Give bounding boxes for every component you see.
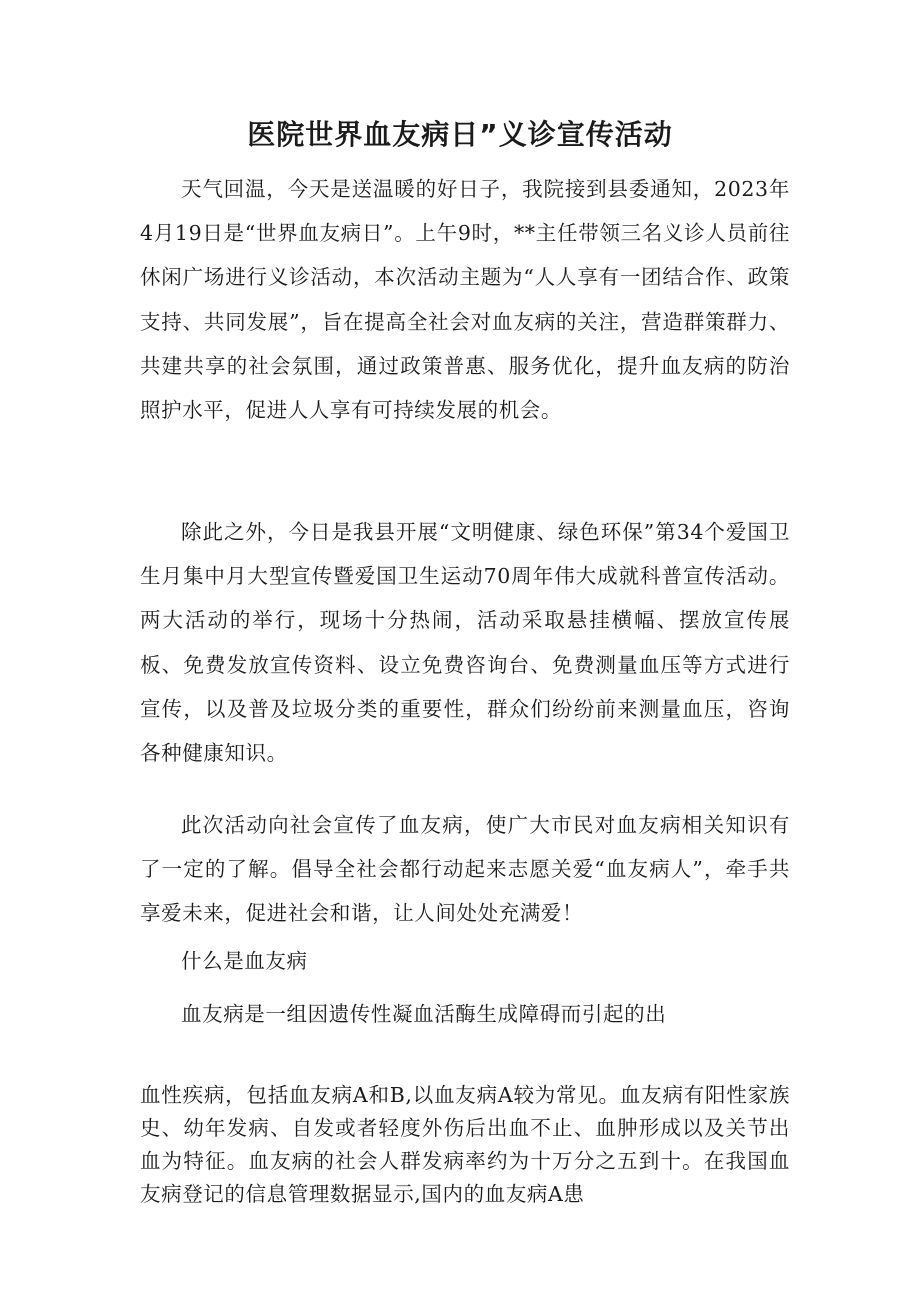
paragraph-conclusion: 此次活动向社会宣传了血友病，使广大市民对血友病相关知识有了一定的了解。倡导全社会都行动起来志愿关爱“血友病人”，牵手共享爱未来，促进社会和谐，让人间处处充满爱！ xyxy=(140,813,790,926)
document-title: 医院世界血友病日”义诊宣传活动 xyxy=(247,118,673,151)
section-intro: 血友病是一组因遗传性凝血活酶生成障碍而引起的出 xyxy=(181,1002,667,1026)
section-body: 血性疾病，包括血友病A和B,以血友病A较为常见。血友病有阳性家族史、幼年发病、自发或者轻度外伤后出血不止、血肿形成以及关节出血为特征。血友病的社会人群发病率约为十万分之五到十。在我国血友病登记的信息管理数据显示,国内的血友病A患 xyxy=(140,1083,790,1206)
paragraph-health-campaign: 除此之外，今日是我县开展“文明健康、绿色环保”第34个爱国卫生月集中月大型宣传暨爱国卫生运动70周年伟大成就科普宣传活动。两大活动的举行，现场十分热闹，活动采取悬挂横幅、摆放宣传展板、免费发放宣传资料、设立免费咨询台、免费测量血压等方式进行宣传，以及普及垃圾分类的重要性，群众们纷纷前来测量血压，咨询各种健康知识。 xyxy=(140,520,790,766)
section-heading: 什么是血友病 xyxy=(181,949,308,973)
paragraph-event-intro: 天气回温，今天是送温暖的好日子，我院接到县委通知，2023年4月19日是“世界血友病日”。上午9时，**主任带领三名义诊人员前往休闲广场进行义诊活动，本次活动主题为“人人享有一团结合作、政策支持、共同发展”，旨在提高全社会对血友病的关注，营造群策群力、共建共享的社会氛围，通过政策普惠、服务优化，提升血友病的防治照护水平，促进人人享有可持续发展的机会。 xyxy=(140,177,790,423)
